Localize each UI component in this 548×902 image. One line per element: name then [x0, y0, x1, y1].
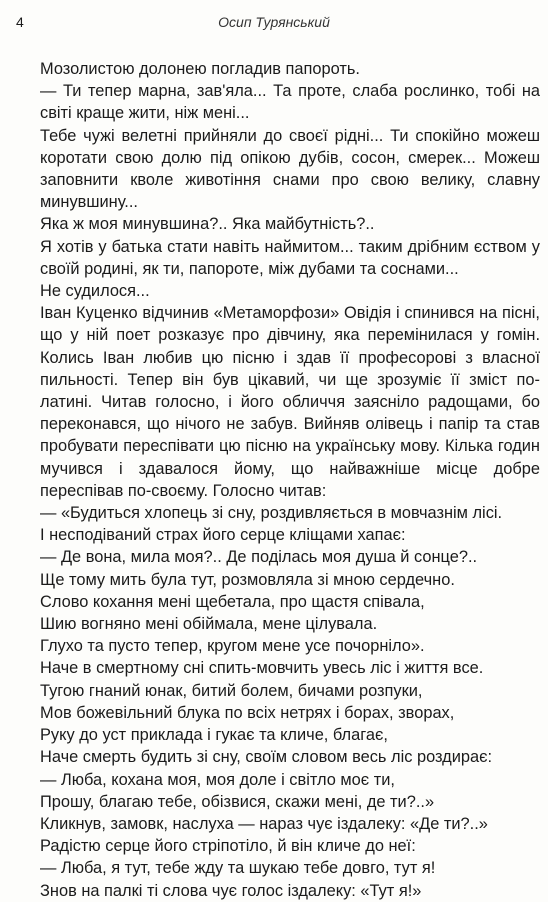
- verse-line: — Де вона, мила моя?.. Де поділась моя душа й сонце?..: [40, 548, 478, 567]
- verse-line: Мов божевільний блука по всіх нетрях і борах, зворах,: [40, 703, 455, 722]
- running-title: Осип Турянський: [218, 14, 330, 30]
- paragraph: Тебе чужі велетні прийняли до своєї рідні... Ти спокійно можеш коротати свою долю під опікою дубів, сосон, смерек... Можеш заповнити кволе животіння снами про свою велику, славну минувшину...: [40, 126, 540, 212]
- paragraph: Іван Куценко відчинив «Метаморфози» Овідія і спинився на пісні, що у ній поет розказує про дівчину, яка перемінилася у гомін. Колись Іван любив цю пісню і здав її професорові з власної пильності. Тепер він був цікавий, чи ще зрозуміє її зміст по-латині. Читав голосно, і його обличчя заясніло радощами, бо переконався, що нічого не забув. Вийняв олівець і папір та став пробувати переспівати цю пісню на українську мову. Кілька годин мучився і здавалося йому, що найважніше місце добре переспівав по-своєму. Голосно читав:: [40, 304, 540, 500]
- paragraph: — Ти тепер марна, зав'яла... Та проте, слаба рослинко, тобі на світі краще жити, ніж мені...: [40, 82, 540, 123]
- verse-line: Знов на палкі ті слова чує голос іздалеку: «Тут я!»: [40, 881, 422, 900]
- verse-line: — «Будиться хлопець зі сну, роздивляється в мовчазнім лісі.: [40, 504, 503, 523]
- verse-line: — Люба, кохана моя, моя доле і світло моє ти,: [40, 770, 395, 789]
- paragraph: Я хотів у батька стати навіть наймитом... таким дрібним єством у своїй родині, як ти, папороте, між дубами та соснами...: [40, 237, 540, 278]
- verse-line: — Люба, я тут, тебе жду та шукаю тебе довго, тут я!: [40, 859, 436, 878]
- verse-line: І несподіваний страх його серце кліщами хапає:: [40, 526, 406, 545]
- verse-line: Руку до уст приклада і гукає та кличе, благає,: [40, 726, 388, 745]
- verse-line: Слово кохання мені щебетала, про щастя співала,: [40, 592, 425, 611]
- paragraph: Мозолистою долонею погладив папороть.: [40, 60, 360, 78]
- verse-line: Наче смерть будить зі сну, своїм словом весь ліс роздирає:: [40, 748, 493, 767]
- verse-line: Наче в смертному сні спить-мовчить увесь ліс і життя все.: [40, 659, 484, 678]
- verse-line: Прошу, благаю тебе, обізвися, скажи мені, де ти?..»: [40, 792, 435, 811]
- verse-line: Глухо та пусто тепер, кругом мене усе почорніло».: [40, 637, 425, 656]
- body-text: [40, 58, 540, 902]
- verse-line: Шию вогняно мені обіймала, мене цілувала.: [40, 615, 378, 634]
- verse-line: Радістю серце його стріпотіло, й він кличе до неї:: [40, 837, 416, 856]
- paragraph: Яка ж моя минувшина?.. Яка майбутність?..: [40, 215, 375, 234]
- page-header: [0, 14, 548, 38]
- verse-line: Тугою гнаний юнак, битий болем, бичами розпуки,: [40, 681, 423, 700]
- verse-line: Ще тому мить була тут, розмовляла зі мною сердечно.: [40, 570, 455, 589]
- page-number: 4: [16, 14, 24, 30]
- paragraph: Не судилося...: [40, 282, 150, 301]
- verse-line: Кликнув, замовк, наслуха — нараз чує іздалеку: «Де ти?..»: [40, 814, 488, 833]
